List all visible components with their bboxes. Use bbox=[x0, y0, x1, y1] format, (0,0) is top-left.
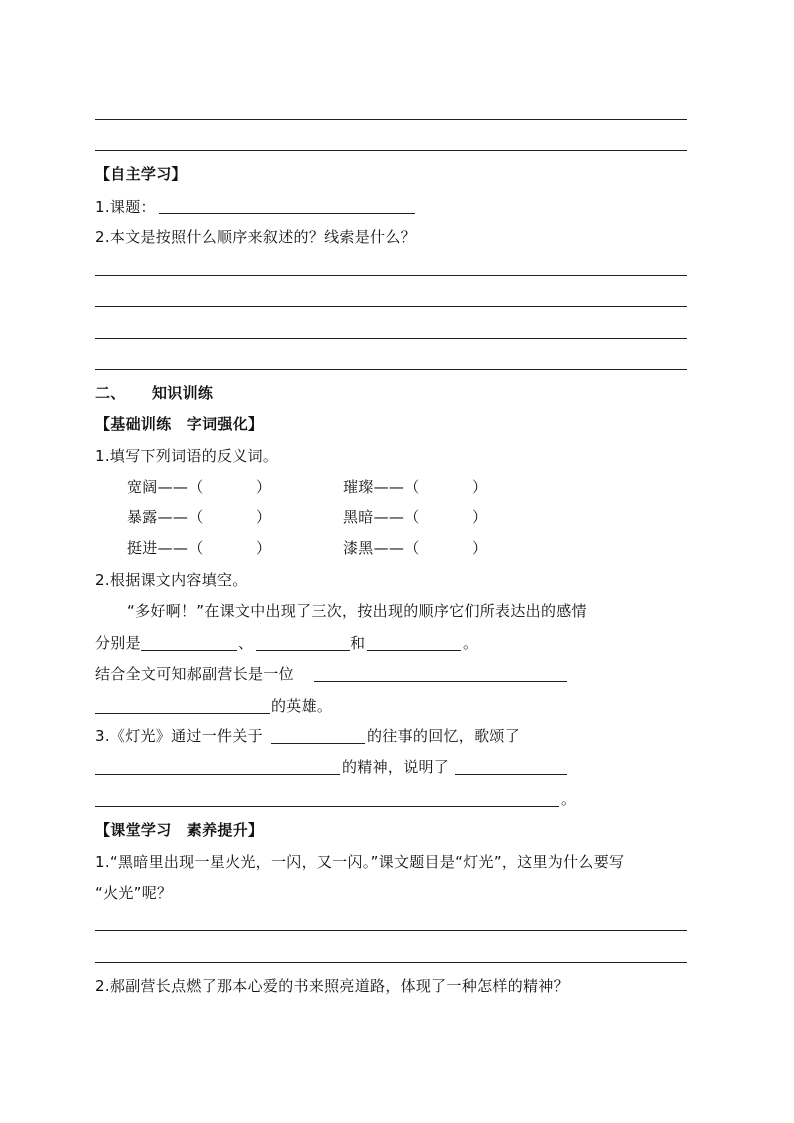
q3-mid: 的往事的回忆，歌颂了 bbox=[367, 727, 521, 745]
antonym-item: 暴露——（ bbox=[127, 508, 204, 526]
q3-start: 3.《灯光》通过一件关于 bbox=[95, 727, 263, 745]
emotion-blank-2[interactable] bbox=[256, 650, 350, 651]
antonym-item: 黑暗——（ bbox=[343, 508, 420, 526]
section-heading-self-study: 【自主学习】 bbox=[95, 165, 187, 183]
fill-line-3: 结合全文可知郝副营长是一位 bbox=[95, 665, 294, 683]
answer-line[interactable] bbox=[95, 962, 687, 963]
fill-sep-1: 、 bbox=[238, 634, 254, 652]
antonym-close: ） bbox=[256, 508, 272, 526]
emotion-blank-3[interactable] bbox=[367, 650, 461, 651]
classroom-q1-line2: “火光”呢？ bbox=[95, 884, 173, 902]
answer-line[interactable] bbox=[95, 930, 687, 931]
answer-line[interactable] bbox=[95, 150, 687, 151]
fill-line-2-start: 分别是 bbox=[95, 634, 141, 652]
answer-line[interactable] bbox=[95, 306, 687, 307]
classroom-q2: 2.郝副营长点燃了那本心爱的书来照亮道路，体现了一种怎样的精神？ bbox=[95, 977, 569, 995]
emotion-blank-1[interactable] bbox=[141, 650, 237, 651]
fill-question: 2.根据课文内容填空。 bbox=[95, 571, 248, 589]
answer-line[interactable] bbox=[95, 369, 687, 370]
antonym-close: ） bbox=[472, 539, 488, 557]
fill-line-1: “多好啊！”在课文中出现了三次，按出现的顺序它们所表达出的感情 bbox=[127, 602, 587, 620]
antonym-close: ） bbox=[256, 478, 272, 496]
q3-line2-mid: 的精神，说明了 bbox=[342, 758, 450, 776]
topic-blank[interactable] bbox=[159, 213, 415, 214]
antonym-item: 漆黑——（ bbox=[343, 539, 420, 557]
section-title: 知识训练 bbox=[152, 384, 214, 402]
fill-end: 。 bbox=[463, 634, 479, 652]
antonym-close: ） bbox=[256, 539, 272, 557]
antonym-question: 1.填写下列词语的反义词。 bbox=[95, 447, 279, 465]
q3-end: 。 bbox=[561, 790, 577, 808]
section-number: 二、 bbox=[95, 384, 126, 402]
question-1-topic: 1.课题： bbox=[95, 198, 156, 216]
answer-line[interactable] bbox=[95, 119, 687, 120]
classroom-q1-line1: 1.“黑暗里出现一星火光，一闪，又一闪。”课文题目是“灯光”，这里为什么要写 bbox=[95, 853, 625, 871]
antonym-item: 璀璨——（ bbox=[343, 478, 420, 496]
hero-blank-2[interactable] bbox=[95, 713, 270, 714]
antonym-item: 宽阔——（ bbox=[127, 478, 204, 496]
hero-blank-1[interactable] bbox=[314, 681, 567, 682]
antonym-item: 挺进——（ bbox=[127, 539, 204, 557]
question-2: 2.本文是按照什么顺序来叙述的？线索是什么？ bbox=[95, 228, 416, 246]
answer-line[interactable] bbox=[95, 275, 687, 276]
event-blank[interactable] bbox=[271, 743, 365, 744]
basic-training-heading: 【基础训练 字词强化】 bbox=[95, 415, 264, 433]
antonym-close: ） bbox=[472, 508, 488, 526]
meaning-blank-1[interactable] bbox=[455, 774, 567, 775]
answer-line[interactable] bbox=[95, 338, 687, 339]
fill-line-4-end: 的英雄。 bbox=[271, 697, 333, 715]
antonym-close: ） bbox=[472, 478, 488, 496]
meaning-blank-2[interactable] bbox=[95, 806, 559, 807]
spirit-blank[interactable] bbox=[95, 774, 340, 775]
fill-sep-2: 和 bbox=[350, 634, 366, 652]
classroom-heading: 【课堂学习 素养提升】 bbox=[95, 821, 264, 839]
